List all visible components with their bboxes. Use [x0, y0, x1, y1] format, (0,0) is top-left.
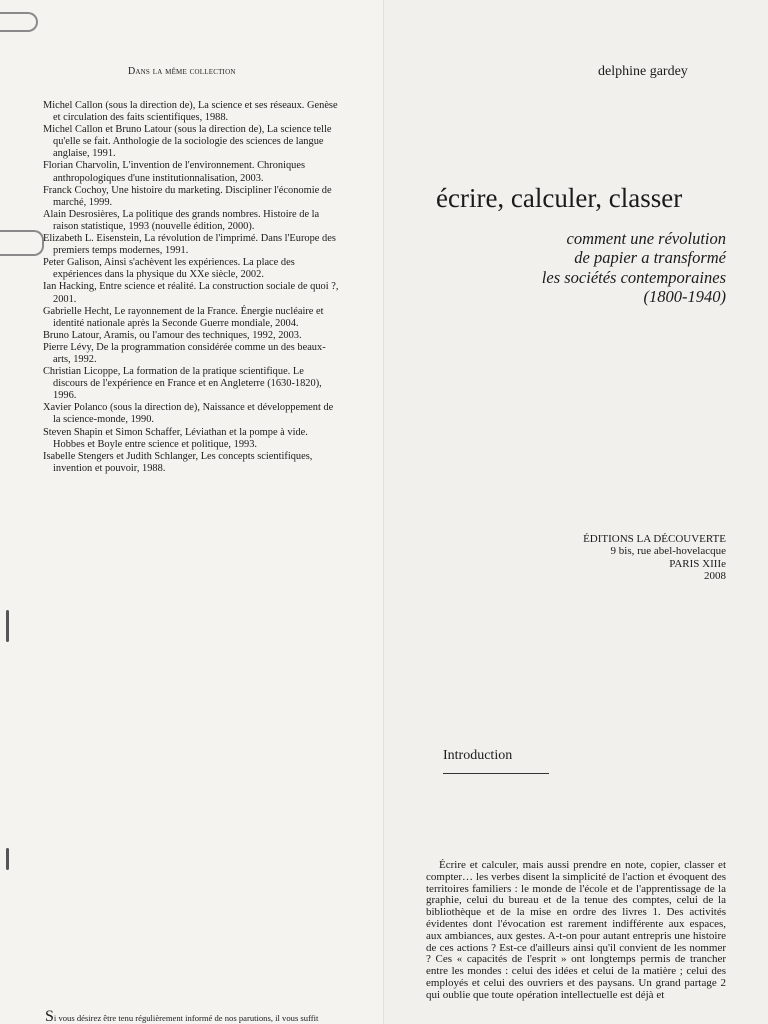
bibliography-entry: Florian Charvolin, L'invention de l'environnement. Chroniques anthropologiques d'une institutionnalisation, 2003.	[43, 160, 306, 184]
subtitle-line: les sociétés contemporaines	[541, 267, 726, 287]
bibliography-entry: Elizabeth L. Eisenstein, La révolution de l'imprimé. Dans l'Europe des premiers temps modernes, 1991.	[43, 233, 336, 257]
binder-clip	[0, 230, 44, 256]
publisher-name: ÉDITIONS LA DÉCOUVERTE	[583, 533, 726, 545]
author-name: delphine gardey	[598, 64, 688, 79]
binder-clip	[0, 12, 38, 32]
bibliography-entry: Bruno Latour, Aramis, ou l'amour des techniques, 1992, 2003.	[43, 329, 302, 341]
bibliography-entry: Franck Cochoy, Une histoire du marketing. Discipliner l'économie de marché, 1999.	[43, 184, 332, 208]
publisher-city: PARIS XIIIe	[669, 557, 726, 570]
subtitle-line: de papier a transformé	[574, 248, 726, 268]
page-edge-mark	[6, 848, 9, 870]
bibliography-entry: Michel Callon et Bruno Latour (sous la direction de), La science telle qu'elle se fait. Anthologie de la sociologie des sciences de langue anglaise, 1991.	[43, 124, 332, 160]
bibliography-entry: Steven Shapin et Simon Schaffer, Léviathan et la pompe à vide. Hobbes et Boyle entre science et politique, 1993.	[43, 426, 308, 450]
drop-cap: S	[45, 1008, 54, 1024]
bibliography-entry: Isabelle Stengers et Judith Schlanger, Les concepts scientifiques, invention et pouvoir, 1988.	[43, 450, 313, 474]
publisher-address: 9 bis, rue abel-hovelacque	[610, 545, 726, 558]
bibliography-entry: Michel Callon (sous la direction de), La science et ses réseaux. Genèse et circulation des faits scientifiques, 1988.	[43, 100, 338, 124]
publication-year: 2008	[704, 569, 726, 582]
introduction-paragraph: Écrire et calculer, mais aussi prendre en note, copier, classer et compter… les verbes disent la simplicité de l'action et évoquent des territoires familiers : le monde de l'école et de l'apprentissage de la graphie, celui du bureau et de la tenue des comptes, celui de la bibliothèque et de la mise en ordre des livres 1. Des activités évidentes dont l'évocation est rarement indifférente aux espaces, aux ambiances, aux gestes. A-t-on pour autant entrepris une histoire de ces actions ? Est-ce d'ailleurs ainsi qu'il convient de les nommer ? Ces « capacités de l'esprit » ont longtemps permis de trancher entre les mondes : celui des idées et celui de la matière ; celui des employés et celui des ouvriers et des paysans. Un grand partage 2 qui oublie que toute opération intellectuelle est déjà et	[426, 859, 726, 1001]
introduction-text	[426, 860, 726, 1002]
bibliography-entry: Xavier Polanco (sous la direction de), Naissance et développement de la science-monde, 1990.	[43, 402, 334, 426]
collection-heading: Dans la même collection	[128, 66, 236, 77]
book-title: écrire, calculer, classer	[436, 183, 683, 213]
introduction-heading: Introduction	[443, 748, 513, 763]
bibliography-entry: Alain Desrosières, La politique des grands nombres. Histoire de la raison statistique, 1993 (nouvelle édition, 2000).	[43, 208, 320, 232]
right-page	[384, 0, 768, 1024]
bottom-note	[45, 1008, 375, 1024]
bibliography-entry: Pierre Lévy, De la programmation considérée comme un des beaux-arts, 1992.	[43, 341, 326, 365]
bibliography-entry: Gabrielle Hecht, Le rayonnement de la France. Énergie nucléaire et identité nationale après la Seconde Guerre mondiale, 2004.	[43, 305, 324, 329]
heading-underline	[443, 773, 549, 774]
subtitle-line: comment une révolution	[566, 229, 726, 248]
publisher-block	[583, 533, 726, 582]
bibliography-list	[43, 100, 339, 475]
page-edge-mark	[6, 610, 9, 642]
book-subtitle	[426, 229, 726, 306]
subtitle-line: (1800-1940)	[643, 286, 726, 306]
bibliography-entry: Ian Hacking, Entre science et réalité. La construction sociale de quoi ?, 2001.	[43, 281, 339, 305]
bottom-note-text: i vous désirez être tenu régulièrement informé de nos parutions, il vous suffit	[53, 1013, 319, 1023]
bibliography-entry: Christian Licoppe, La formation de la pratique scientifique. Le discours de l'expérience en France et en Angleterre (1630-1820), 1996.	[43, 366, 322, 402]
bibliography-entry: Peter Galison, Ainsi s'achèvent les expériences. La place des expériences dans la physique du XXe siècle, 2002.	[43, 257, 295, 281]
